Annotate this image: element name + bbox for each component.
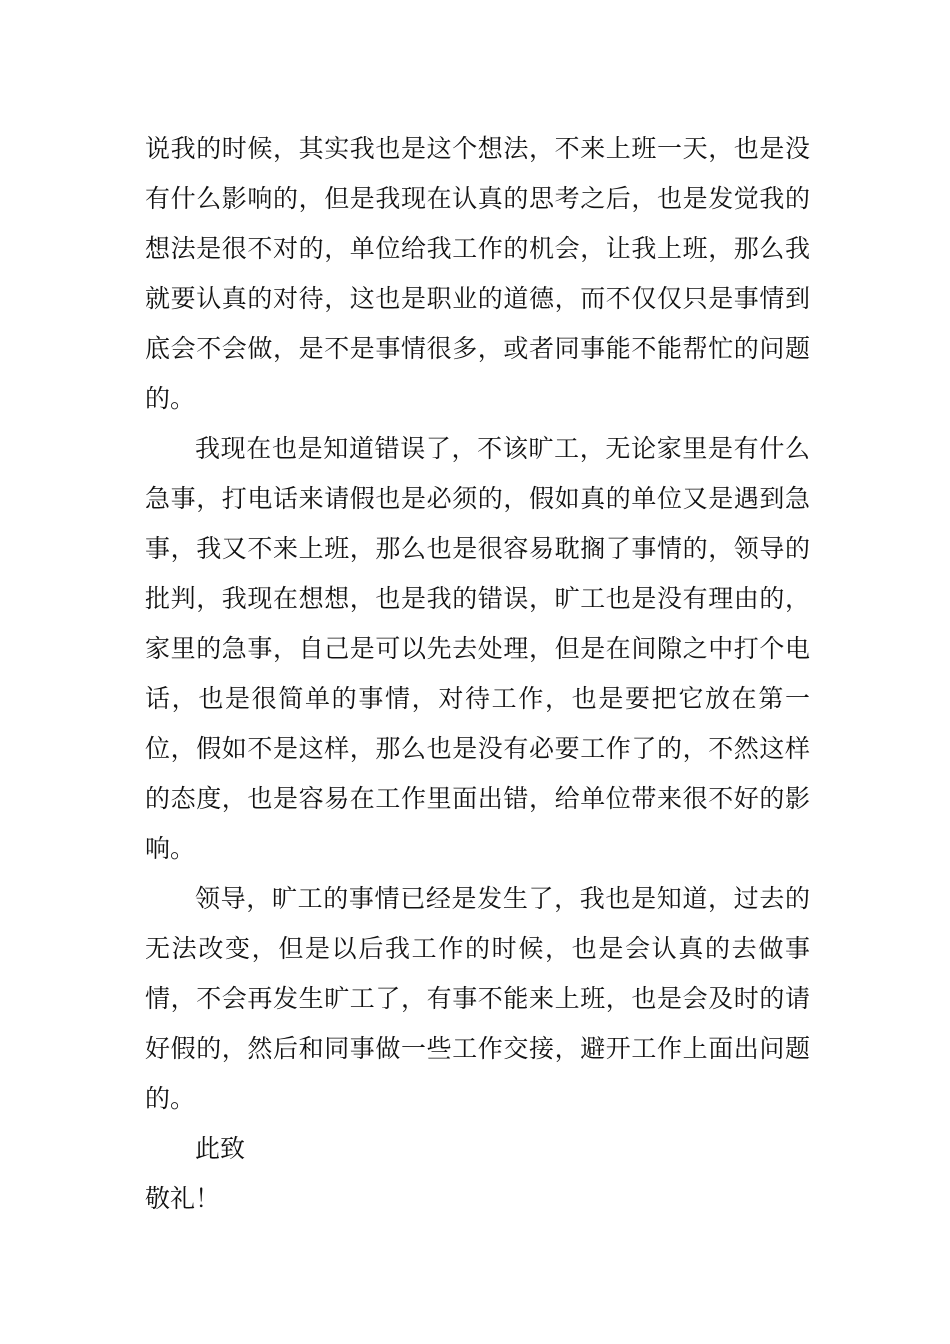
paragraph-3: 领导，旷工的事情已经是发生了，我也是知道，过去的无法改变，但是以后我工作的时候，也是会认真的去做事情，不会再发生旷工了，有事不能来上班，也是会及时的请好假的，然后和同事做一些工作交接，避开工作上面出问题的。 [145, 884, 810, 1113]
salutation-line: 敬礼！ [145, 1184, 221, 1213]
paragraph-2: 我现在也是知道错误了，不该旷工，无论家里是有什么急事，打电话来请假也是必须的，假如真的单位又是遇到急事，我又不来上班，那么也是很容易耽搁了事情的，领导的批判，我现在想想，也是我的错误，旷工也是没有理由的，家里的急事，自己是可以先去处理，但是在间隙之中打个电话，也是很简单的事情，对待工作，也是要把它放在第一位，假如不是这样，那么也是没有必要工作了的，不然这样的态度，也是容易在工作里面出错，给单位带来很不好的影响。 [145, 434, 810, 863]
closing-line: 此致 [195, 1134, 246, 1163]
paragraph-1: 说我的时候，其实我也是这个想法，不来上班一天，也是没有什么影响的，但是我现在认真的思考之后，也是发觉我的想法是很不对的，单位给我工作的机会，让我上班，那么我就要认真的对待，这也是职业的道德，而不仅仅只是事情到底会不会做，是不是事情很多，或者同事能不能帮忙的问题的。 [145, 134, 810, 413]
letter-body [145, 124, 810, 1224]
